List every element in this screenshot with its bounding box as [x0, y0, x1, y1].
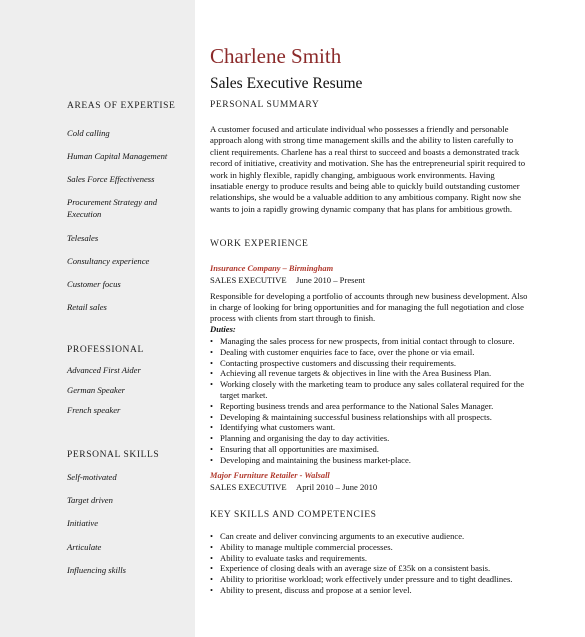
experience-heading: WORK EXPERIENCE — [210, 239, 309, 249]
list-item: • Ensuring that all opportunities are maximised. — [210, 443, 379, 454]
expertise-item: Procurement Strategy and Execution — [67, 197, 158, 219]
list-item: • Planning and organising the day to day activities. — [210, 433, 390, 444]
list-item: • Identifying what customers want. — [210, 422, 336, 433]
bullet-icon: • — [210, 357, 214, 368]
bullet-icon: • — [210, 541, 214, 552]
bullet-icon: • — [210, 411, 214, 422]
list-item: • Working closely with the marketing team to produce any sales collateral required for the target market. — [210, 379, 525, 400]
list-item: • Developing & maintaining successful business relationships with all prospects. — [210, 411, 492, 422]
bullet-icon: • — [210, 574, 214, 585]
list-item: • Ability to present, discuss and propose at a senior level. — [210, 584, 412, 595]
duties-label: Duties: — [210, 324, 236, 334]
bullet-icon: • — [210, 346, 214, 357]
bullet-icon: • — [210, 433, 214, 444]
job-title: SALES EXECUTIVE — [210, 275, 287, 285]
list-item: • Reporting business trends and area performance to the National Sales Manager. — [210, 400, 494, 411]
list-item: • Achieving all revenue targets & objectives in line with the Area Business Plan. — [210, 368, 492, 379]
personal-skill-item: Articulate — [67, 542, 102, 552]
skills-list — [210, 531, 530, 596]
bullet-icon: • — [210, 563, 214, 574]
job-line — [210, 482, 378, 492]
personal-skill-item: Initiative — [67, 518, 99, 528]
list-item: • Contacting prospective customers and discussing their requirements. — [210, 357, 457, 368]
personal-skill-item: Target driven — [67, 495, 113, 505]
personal-skills-heading: PERSONAL SKILLS — [67, 450, 160, 460]
job-dates: June 2010 – Present — [296, 275, 365, 285]
list-item: • Ability to manage multiple commercial processes. — [210, 541, 393, 552]
bullet-icon: • — [210, 422, 214, 433]
expertise-heading: AREAS OF EXPERTISE — [67, 101, 176, 111]
expertise-item: Telesales — [67, 233, 99, 243]
bullet-icon: • — [210, 552, 214, 563]
list-item: • Developing and maintaining the business market-place. — [210, 454, 411, 465]
list-item: • Ability to prioritise workload; work effectively under pressure and to tight deadlines. — [210, 574, 513, 585]
job-title: SALES EXECUTIVE — [210, 482, 287, 492]
bullet-icon: • — [210, 443, 214, 454]
list-item: • Dealing with customer enquiries face to face, over the phone or via email. — [210, 346, 475, 357]
personal-skill-item: Self-motivated — [67, 472, 117, 482]
bullet-icon: • — [210, 584, 214, 595]
job-description: Responsible for developing a portfolio of accounts through new business development. Also in charge of looking for bring opportunities and for managing the full negotiation and close process with clients from start through to finish. — [210, 291, 528, 324]
job-line — [210, 275, 365, 285]
duties-list — [210, 336, 530, 466]
professional-item: French speaker — [67, 405, 121, 415]
personal-skill-item: Influencing skills — [67, 565, 126, 575]
bullet-icon: • — [210, 400, 214, 411]
skills-heading: KEY SKILLS AND COMPETENCIES — [210, 510, 377, 520]
list-item: • Can create and deliver convincing arguments to an executive audience. — [210, 531, 465, 541]
expertise-item: Sales Force Effectiveness — [67, 174, 155, 184]
list-item: • Experience of closing deals with an average size of £35k on a consistent basis. — [210, 563, 491, 574]
bullet-icon: • — [210, 336, 214, 346]
expertise-item: Human Capital Management — [67, 151, 168, 161]
bullet-icon: • — [210, 368, 214, 379]
bullet-icon: • — [210, 379, 214, 390]
job-dates: April 2010 – June 2010 — [296, 482, 378, 492]
summary-text: A customer focused and articulate individual who possesses a friendly and personable approach along with strong time management skills and the ability to listen carefully to client requirements. Charlene has a real thirst to succeed and boasts a demonstrated track record of initiative, creativity and motivation. She has the entrepreneurial spirit required to work in highly flexible, rapidly changing, ambiguous work environments. Having insatiable energy to produce results and being able to quickly build outstanding customer relationships, she would be a valuable addition to any ambitious company. Right now she wants to join a rapidly growing dynamic company that has plans for ambitious growth. — [210, 124, 526, 214]
expertise-item: Retail sales — [67, 302, 107, 312]
expertise-item: Consultancy experience — [67, 256, 150, 266]
list-item: • Managing the sales process for new prospects, from initial contact through to closure. — [210, 336, 515, 346]
bullet-icon: • — [210, 454, 214, 465]
bullet-icon: • — [210, 531, 214, 541]
candidate-name: Charlene Smith — [210, 44, 342, 68]
employer-name: Insurance Company – Birmingham — [210, 264, 334, 273]
professional-heading: PROFESSIONAL — [67, 345, 144, 355]
expertise-item: Cold calling — [67, 128, 110, 138]
resume-title: Sales Executive Resume — [210, 75, 363, 92]
professional-item: German Speaker — [67, 385, 125, 395]
expertise-item: Customer focus — [67, 279, 121, 289]
employer-name: Major Furniture Retailer - Walsall — [210, 471, 330, 480]
summary-heading: PERSONAL SUMMARY — [210, 100, 320, 110]
list-item: • Ability to evaluate tasks and requirements. — [210, 552, 368, 563]
professional-item: Advanced First Aider — [67, 365, 141, 375]
